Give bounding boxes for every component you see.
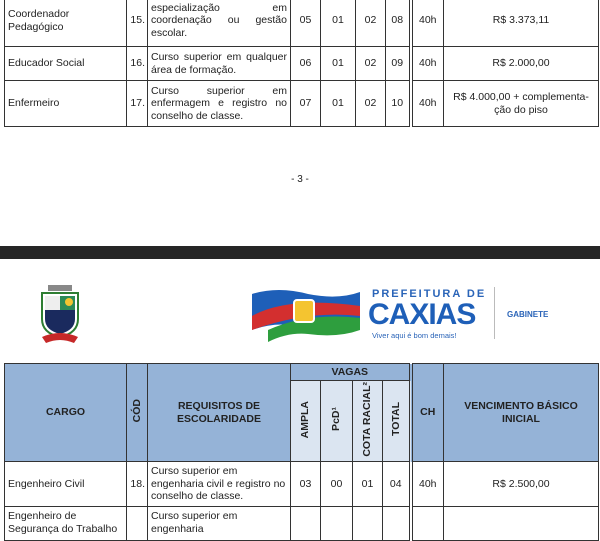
slogan: Viver aqui é bom demais! (372, 331, 457, 340)
requisitos-cell: Curso superior em engenharia (148, 507, 291, 541)
cargo-cell: Engenheiro Civil (5, 462, 127, 507)
cod-cell (127, 507, 148, 541)
pcd-cell: 01 (321, 0, 356, 47)
cargo-cell: Coordenador Pedagógico (5, 0, 127, 47)
requisitos-cell: Curso superior em qualquer área de formação. (148, 47, 291, 81)
header-vencimento: VENCIMENTO BÁSICO INICIAL (444, 364, 599, 462)
caxias-wordmark: CAXIAS (368, 298, 476, 331)
header-ch: CH (411, 364, 444, 462)
prefeitura-label: PREFEITURA DE (372, 288, 487, 300)
header-cota-racial: COTA RACIAL² (353, 381, 383, 462)
total-cell: 04 (383, 462, 411, 507)
cargo-cell: Educador Social (5, 47, 127, 81)
vencimento-cell: R$ 3.373,11 (444, 0, 599, 47)
cargo-cell: Enfermeiro (5, 81, 127, 127)
page-separator (0, 246, 600, 259)
cod-cell: 15. (127, 0, 148, 47)
table-row (5, 0, 599, 47)
cargo-cell: Engenheiro de Segurança do Trabalho (5, 507, 127, 541)
ch-cell: 40h (411, 462, 444, 507)
vencimento-cell: R$ 2.500,00 (444, 462, 599, 507)
cota-cell: 01 (353, 462, 383, 507)
cota-cell (353, 507, 383, 541)
header-cod: CÓD (127, 364, 148, 462)
positions-table-page-3 (4, 0, 599, 127)
positions-table-page-4 (4, 363, 599, 541)
header-total: TOTAL (383, 381, 411, 462)
ampla-cell: 07 (291, 81, 321, 127)
cota-cell: 02 (356, 81, 386, 127)
total-cell: 09 (386, 47, 411, 81)
requisitos-cell: Curso superior em enfermagem e registro no conselho de classe. (148, 81, 291, 127)
pcd-cell: 01 (321, 81, 356, 127)
ch-cell (411, 507, 444, 541)
vencimento-cell: R$ 2.000,00 (444, 47, 599, 81)
table-row (5, 81, 599, 127)
ch-cell: 40h (411, 81, 444, 127)
requisitos-cell: especialização em coordenação ou gestão escolar. (148, 0, 291, 47)
caxias-flag-logo-icon (248, 286, 364, 342)
table-row (5, 47, 599, 81)
ch-cell: 40h (411, 0, 444, 47)
header-vagas: VAGAS (291, 364, 411, 381)
header-pcd: PcD¹ (321, 381, 353, 462)
header-ampla: AMPLA (291, 381, 321, 462)
cod-cell: 17. (127, 81, 148, 127)
cod-cell: 18. (127, 462, 148, 507)
cota-cell: 02 (356, 0, 386, 47)
table-header-row (5, 364, 599, 381)
ampla-cell (291, 507, 321, 541)
total-cell (383, 507, 411, 541)
municipal-crest-icon (36, 283, 84, 345)
total-cell: 10 (386, 81, 411, 127)
table-row (5, 507, 599, 541)
header-requisitos: REQUISITOS DE ESCOLARIDADE (148, 364, 291, 462)
pcd-cell: 00 (321, 462, 353, 507)
table-row (5, 462, 599, 507)
vencimento-cell: R$ 4.000,00 + complementa-ção do piso (444, 81, 599, 127)
total-cell: 08 (386, 0, 411, 47)
vencimento-cell (444, 507, 599, 541)
ampla-cell: 06 (291, 47, 321, 81)
cota-cell: 02 (356, 47, 386, 81)
header-cargo: CARGO (5, 364, 127, 462)
page-number: - 3 - (291, 174, 309, 185)
ampla-cell: 05 (291, 0, 321, 47)
ampla-cell: 03 (291, 462, 321, 507)
cod-cell: 16. (127, 47, 148, 81)
logo-divider (494, 287, 495, 339)
pcd-cell: 01 (321, 47, 356, 81)
department-label: GABINETE (507, 310, 549, 319)
pcd-cell (321, 507, 353, 541)
requisitos-cell: Curso superior em engenharia civil e registro no conselho de classe. (148, 462, 291, 507)
ch-cell: 40h (411, 47, 444, 81)
